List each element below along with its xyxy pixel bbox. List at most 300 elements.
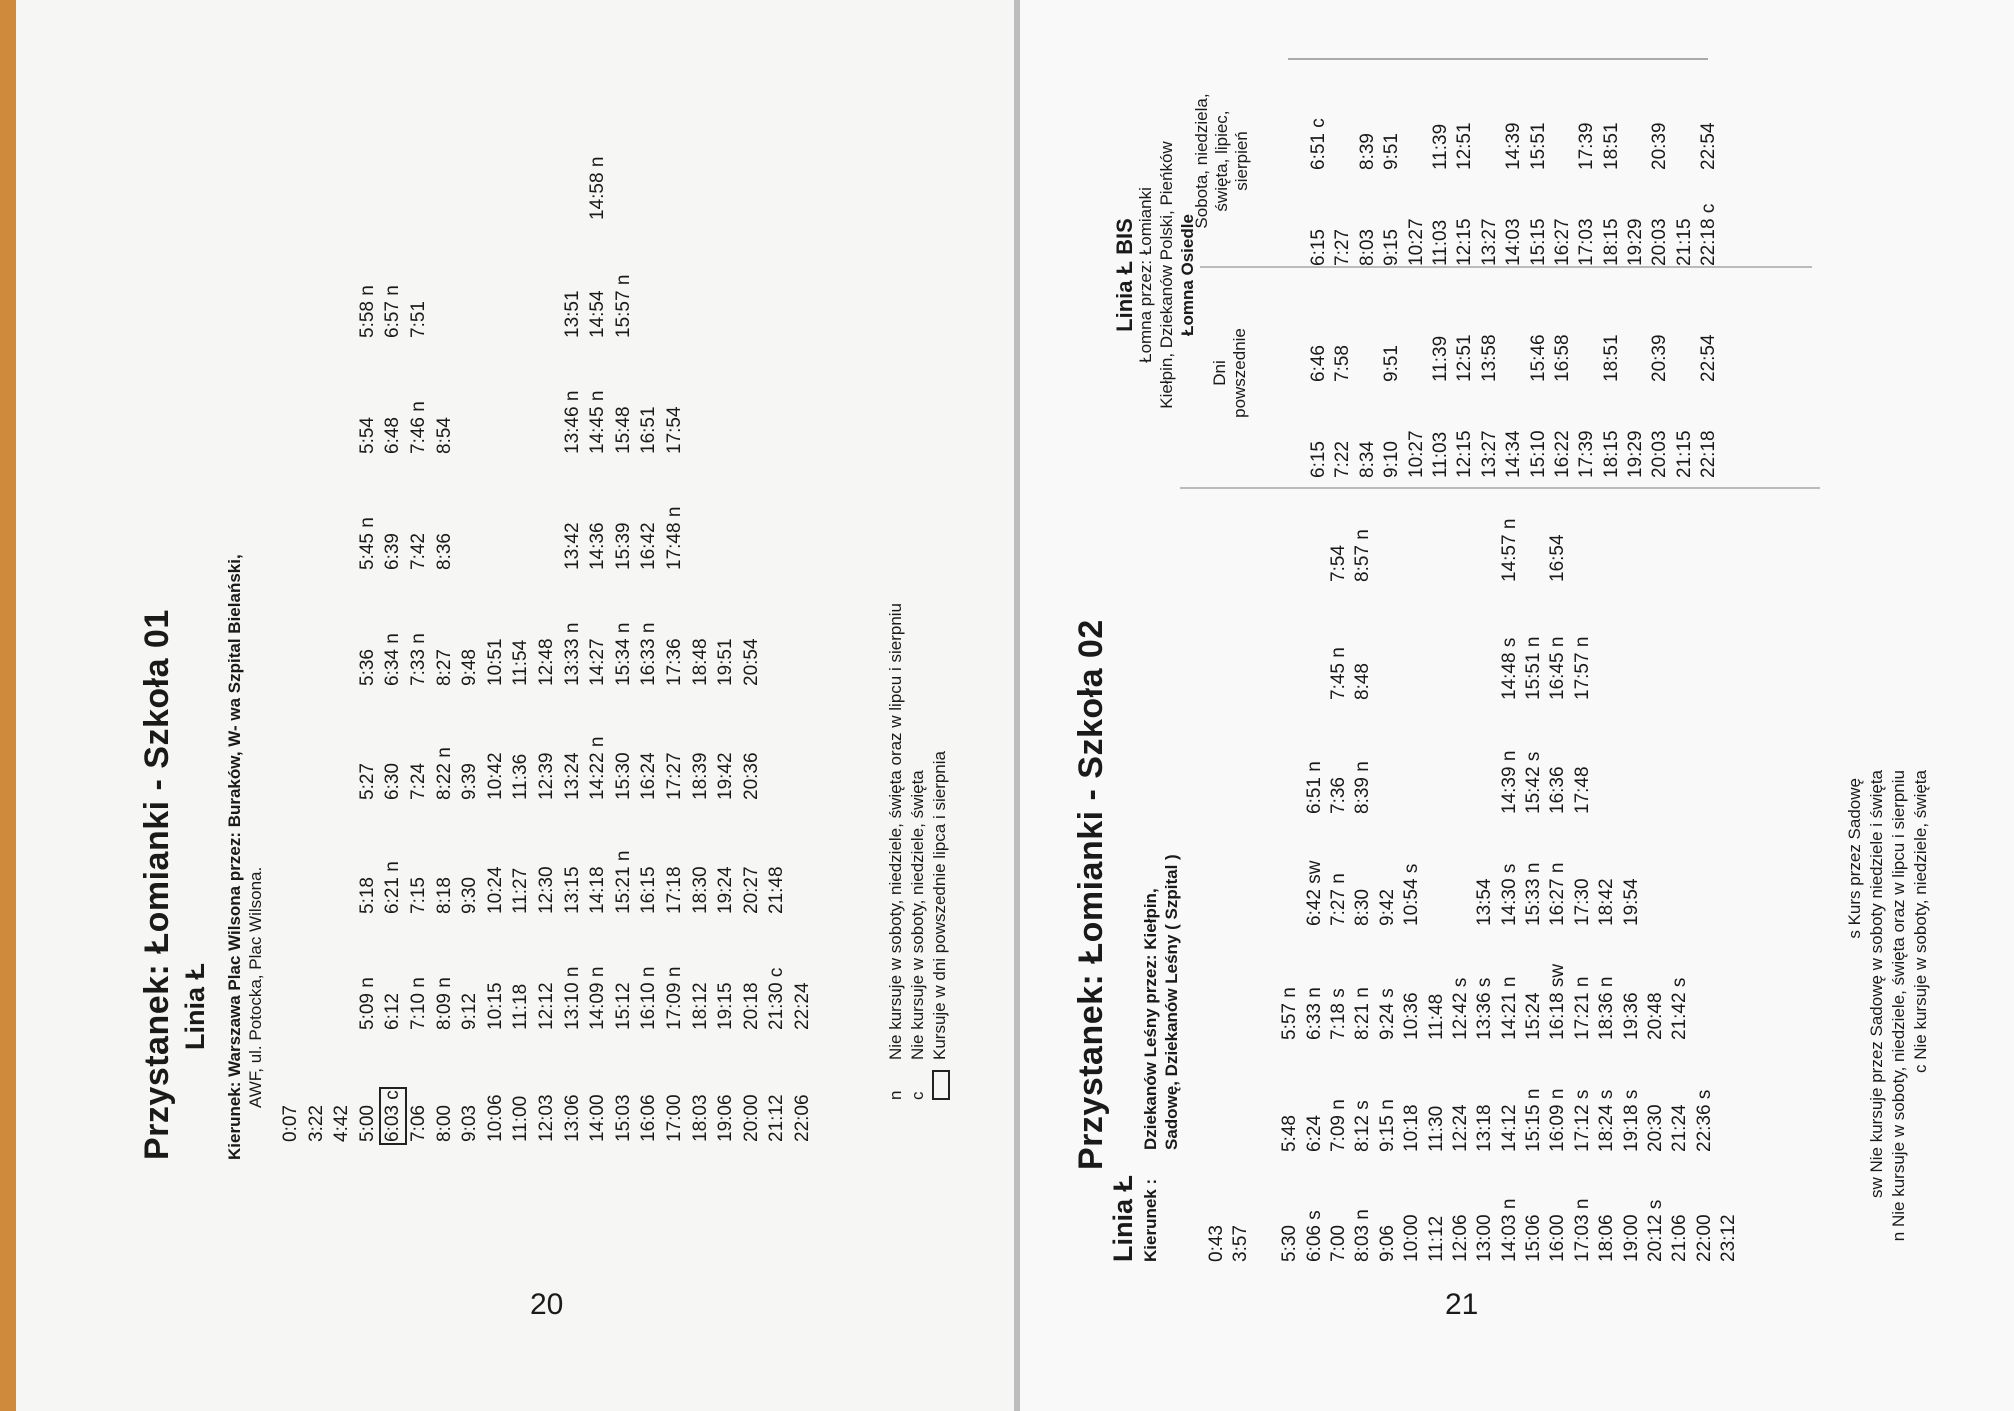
time-cell: 6:21 n [382,861,404,914]
time-cell: 17:39 [1576,430,1598,478]
table-row [1552,58,1576,478]
page-number: 20 [530,1288,564,1321]
time-cell: 18:30 [689,866,711,914]
time-cell: 8:30 [1352,889,1374,926]
table-row [357,182,383,1142]
time-cell: 16:42 [638,522,660,570]
table-row [1357,58,1381,478]
time-cell: 15:15 [1527,218,1549,266]
direction-text-right: Kierunek : Dziekanów Leśny przez: Kiełpin, Sadowę, Dziekanów Leśny ( Szpital ) [1141,854,1181,1262]
time-cell: 10:06 [484,1094,506,1142]
time-cell: 10:51 [484,638,506,686]
time-cell: 16:54 [1547,534,1569,582]
time-cell: 8:27 [433,649,455,686]
page-title-right: Przystanek: Łomianki - Szkoła 02 [1072,619,1110,1170]
time-cell: 20:00 [740,1094,762,1142]
table-row [1576,58,1600,478]
table-row [510,182,536,1142]
time-cell: 14:36 [587,522,609,570]
time-cell: 8:03 [1356,229,1378,266]
time-cell: 14:48 s [1498,637,1520,700]
time-cell: 7:33 n [407,633,429,686]
legend-item [886,400,908,1100]
time-cell: 6:34 n [382,633,404,686]
time-cell: 21:24 [1669,1104,1691,1152]
page-title: Przystanek: Łomianki - Szkoła 01 [138,609,176,1160]
time-cell: 18:51 [1600,122,1622,170]
time-cell: 19:29 [1625,430,1647,478]
time-cell: 20:03 [1649,430,1671,478]
time-cell: 22:24 [791,982,813,1030]
time-cell: 19:24 [715,866,737,914]
time-cell: 21:30 c [766,967,788,1030]
time-cell: 15:51 [1527,122,1549,170]
time-cell: 14:27 [587,638,609,686]
time-cell: 11:27 [510,867,532,914]
time-cell: 20:03 [1649,218,1671,266]
time-cell: 13:27 [1478,218,1500,266]
time-cell: 18:24 s [1596,1089,1618,1152]
time-cell: 5:54 [356,417,378,454]
time-cell: 13:58 [1478,334,1500,382]
time-cell: 20:39 [1649,334,1671,382]
time-cell: 10:36 [1401,992,1423,1040]
legend-key: c [908,1091,927,1100]
time-cell: 11:30 [1425,1105,1447,1152]
table-row [690,182,716,1142]
time-cell: 5:27 [356,763,378,800]
time-cell: 7:51 [407,301,429,338]
bis-bottom-rule [1180,487,1820,489]
time-cell: 13:42 [561,522,583,570]
time-cell: 9:24 s [1376,988,1398,1040]
time-cell: 15:46 [1527,334,1549,382]
time-cell: 6:51 c [1308,118,1329,170]
legend-box [932,1070,950,1100]
time-cell: 15:48 [612,406,634,454]
time-cell: 14:09 n [587,966,609,1030]
time-cell: 6:42 sw [1303,860,1325,926]
time-cell: 9:15 n [1376,1099,1398,1152]
time-cell: 6:39 [382,533,404,570]
time-cell: 10:15 [484,982,506,1030]
time-cell: 8:09 n [433,977,455,1030]
table-row [1503,58,1527,478]
page-left [16,0,1014,1411]
table-row [1332,58,1356,478]
time-cell: 5:45 n [356,517,378,570]
time-cell: 11:36 [510,753,532,800]
time-cell: 16:51 [638,406,660,454]
table-row [562,182,588,1142]
time-cell: 17:18 [663,866,685,914]
time-cell: 5:48 [1279,1115,1301,1152]
table-row [1625,58,1649,478]
time-cell: 17:03 [1576,218,1598,266]
time-cell: 16:24 [638,752,660,800]
legend-text: Kursuje w dni powszednie lipca i sierpnia [930,751,949,1060]
time-cell: 22:54 [1698,334,1720,382]
time-cell: 9:30 [459,877,481,914]
legend [886,400,952,1100]
time-cell: 12:48 [535,638,557,686]
time-cell: 5:18 [356,877,378,914]
time-cell: 12:42 s [1449,977,1471,1040]
book-spine-edge [0,0,16,1411]
time-cell: 18:42 [1596,878,1618,926]
time-cell: 8:39 n [1352,761,1374,814]
time-cell: 11:03 [1429,431,1451,478]
time-cell: 9:39 [459,763,481,800]
time-cell: 17:48 [1571,766,1593,814]
table-row [434,182,460,1142]
time-cell: 5:36 [356,649,378,686]
table-row [408,182,434,1142]
time-cell: 9:12 [459,993,481,1030]
time-cell: 5:09 n [356,977,378,1030]
time-cell: 13:33 n [561,622,583,686]
time-cell: 20:30 [1645,1104,1667,1152]
time-cell: 6:06 s [1303,1210,1325,1262]
time-cell: 13:54 [1474,878,1496,926]
legend-item [930,400,952,1100]
time-cell: 6:33 n [1303,987,1325,1040]
page-right [1020,0,2014,1411]
time-cell: 15:03 [612,1094,634,1142]
table-row [715,182,741,1142]
time-cell: 14:22 n [587,736,609,800]
time-cell: 12:03 [535,1094,557,1142]
time-cell: 21:12 [766,1094,788,1142]
bis-timetable [1308,58,1723,478]
time-cell: 22:00 [1693,1214,1715,1262]
table-row [306,182,332,1142]
time-cell: 9:03 [459,1105,481,1142]
time-cell: 11:48 [1425,993,1447,1040]
time-cell: 3:57 [1230,1225,1252,1262]
time-cell: 22:36 s [1693,1089,1715,1152]
time-cell: 7:46 n [407,401,429,454]
time-cell: 16:58 [1551,334,1573,382]
time-cell: 12:15 [1454,430,1476,478]
time-cell: 15:21 n [612,850,634,914]
time-cell: 17:12 s [1571,1089,1593,1152]
time-cell: 9:10 [1381,441,1403,478]
time-cell: 7:00 [1327,1225,1349,1262]
time-cell: 17:48 n [663,506,685,570]
time-cell: 21:42 s [1669,977,1691,1040]
time-cell: 12:30 [535,866,557,914]
table-row [613,182,639,1142]
time-cell: 20:18 [740,982,762,1030]
time-cell: 13:00 [1474,1214,1496,1262]
time-cell: 22:18 [1698,430,1720,478]
legend-key: n [886,1090,905,1100]
time-cell: 13:06 [561,1094,583,1142]
notes [1844,770,1932,1370]
time-cell: 17:03 n [1571,1198,1593,1262]
table-row [1528,58,1552,478]
time-cell: 6:15 [1308,229,1329,266]
time-cell: 6:03 c [382,1090,404,1142]
time-cell: 21:15 [1673,430,1695,478]
time-cell: 7:10 n [407,977,429,1030]
time-cell: 15:42 s [1523,751,1545,814]
time-cell: 13:15 [561,866,583,914]
time-cell: 17:39 [1576,122,1598,170]
bis-column-headers: Dni powszednie Sobota, niedziela, święta, lipiec, sierpień [1192,93,1251,418]
time-cell: 16:45 n [1547,636,1569,700]
time-cell: 19:29 [1625,218,1647,266]
time-cell: 11:18 [510,983,532,1030]
time-cell: 8:21 n [1352,987,1374,1040]
time-cell: 9:48 [459,649,481,686]
time-cell: 12:51 [1454,334,1476,382]
table-row [1381,58,1405,478]
time-cell: 13:18 [1474,1104,1496,1152]
time-cell: 13:24 [561,752,583,800]
time-cell: 5:00 [356,1105,378,1142]
table-row [331,182,357,1142]
time-cell: 10:27 [1405,218,1427,266]
time-cell: 8:36 [433,533,455,570]
time-cell: 11:39 [1429,123,1451,170]
table-row [766,182,792,1142]
table-row [459,182,485,1142]
time-cell: 7:42 [407,533,429,570]
time-cell: 12:15 [1454,218,1476,266]
time-cell: 12:12 [535,982,557,1030]
time-cell: 14:03 n [1498,1198,1520,1262]
time-cell: 11:54 [510,639,532,686]
time-cell: 0:43 [1206,1225,1227,1262]
time-cell: 22:18 c [1698,203,1720,266]
timetable-left [280,156,817,1142]
time-cell: 7:15 [407,877,429,914]
time-cell: 6:51 n [1303,761,1325,814]
table-row [638,182,664,1142]
time-cell: 16:27 n [1547,862,1569,926]
time-cell: 8:22 n [433,747,455,800]
time-cell: 15:06 [1523,1214,1545,1262]
time-cell: 8:03 n [1352,1209,1374,1262]
time-cell: 19:54 [1620,878,1642,926]
time-cell: 16:22 [1551,430,1573,478]
time-cell: 16:06 [638,1094,660,1142]
time-cell: 12:24 [1449,1104,1471,1152]
time-cell: 7:54 [1327,545,1349,582]
bis-separator-line [1288,58,1708,60]
time-cell: 10:42 [484,752,506,800]
time-cell: 14:39 n [1498,750,1520,814]
table-row [1601,58,1625,478]
time-cell: 18:15 [1600,430,1622,478]
time-cell: 7:24 [407,763,429,800]
time-cell: 10:00 [1401,1214,1423,1262]
page-number-right: 21 [1445,1288,1479,1321]
table-row [485,182,511,1142]
time-cell: 16:36 [1547,766,1569,814]
time-cell: 18:06 [1596,1214,1618,1262]
time-cell: 10:24 [484,866,506,914]
time-cell: 10:27 [1405,430,1427,478]
time-cell: 11:39 [1429,335,1451,382]
time-cell: 9:42 [1376,889,1398,926]
time-cell: 17:36 [663,638,685,686]
time-cell: 15:57 n [612,274,634,338]
time-cell: 10:54 s [1401,863,1423,926]
time-cell: 0:07 [280,1105,301,1142]
time-cell: 12:51 [1454,122,1476,170]
time-cell: 16:00 [1547,1214,1569,1262]
table-row [1454,58,1478,478]
time-cell: 13:10 n [561,966,583,1030]
time-cell: 20:27 [740,866,762,914]
table-row [1674,58,1698,478]
table-row [280,182,306,1142]
time-cell: 13:46 n [561,390,583,454]
line-name-right: Linia Ł [1108,1175,1138,1262]
direction-text: Kierunek: Warszawa Plac Wilsona przez: Buraków, W- wa Szpital Bielański, AWF, ul. Potocka, Plac Wilsona. [225,554,265,1160]
time-cell: 21:48 [766,866,788,914]
legend-text: Nie kursuje w soboty, niedziele, święta [908,770,927,1060]
time-cell: 23:12 [1718,1214,1740,1262]
table-row [792,182,818,1142]
table-row [1430,58,1454,478]
time-cell: 14:54 [587,290,609,338]
time-cell: 4:42 [331,1105,353,1142]
time-cell: 16:15 [638,866,660,914]
time-cell: 12:39 [535,752,557,800]
time-cell: 20:36 [740,752,762,800]
time-cell: 12:06 [1449,1214,1471,1262]
time-cell: 17:27 [663,752,685,800]
time-cell: 13:36 s [1474,977,1496,1040]
table-row [536,182,562,1142]
time-cell: 18:15 [1600,218,1622,266]
time-cell: 8:54 [433,417,455,454]
time-cell: 7:22 [1332,441,1354,478]
time-cell: 15:39 [612,522,634,570]
time-cell: 20:48 [1645,992,1667,1040]
time-cell: 18:36 n [1596,976,1618,1040]
time-cell: 17:00 [663,1094,685,1142]
time-cell: 8:34 [1356,441,1378,478]
time-cell: 18:12 [689,982,711,1030]
time-cell: 22:06 [791,1094,813,1142]
table-row [741,182,767,1142]
time-cell: 11:12 [1425,1215,1447,1262]
table-row [1649,58,1673,478]
time-cell: 15:30 [612,752,634,800]
time-cell: 7:27 n [1327,873,1349,926]
time-cell: 7:45 n [1327,647,1349,700]
time-cell: 17:30 [1571,878,1593,926]
time-cell: 7:58 [1332,345,1354,382]
time-cell: 13:51 [561,290,583,338]
time-cell: 19:51 [715,638,737,686]
time-cell: 16:10 n [638,966,660,1030]
time-cell: 7:09 n [1327,1099,1349,1152]
time-cell: 19:00 [1620,1214,1642,1262]
time-cell: 14:39 [1503,122,1525,170]
note-line: s Kurs przez Sadowę [1845,778,1864,939]
time-cell: 16:18 sw [1547,963,1569,1040]
time-cell: 10:18 [1401,1104,1423,1152]
time-cell: 15:24 [1523,992,1545,1040]
time-cell: 14:57 n [1498,518,1520,582]
time-cell: 14:58 n [587,156,609,220]
time-cell: 15:10 [1527,430,1549,478]
time-cell: 9:15 [1381,229,1403,266]
time-cell: 20:39 [1649,122,1671,170]
time-cell: 5:58 n [356,285,378,338]
time-cell: 18:48 [689,638,711,686]
time-cell: 17:57 n [1571,636,1593,700]
time-cell: 8:39 [1356,133,1378,170]
table-row [664,182,690,1142]
time-cell: 3:22 [305,1105,327,1142]
bis-column-divider [1200,266,1812,268]
time-cell: 11:00 [510,1095,532,1142]
table-row [1698,58,1722,478]
time-cell: 6:30 [382,763,404,800]
time-cell: 14:18 [587,866,609,914]
time-cell: 15:12 [612,982,634,1030]
time-cell: 17:09 n [663,966,685,1030]
time-cell: 13:27 [1478,430,1500,478]
time-cell: 14:21 n [1498,976,1520,1040]
time-cell: 6:15 [1308,441,1329,478]
time-cell: 19:15 [715,982,737,1030]
time-cell: 9:06 [1376,1225,1398,1262]
time-cell: 8:00 [433,1105,455,1142]
time-cell: 7:36 [1327,777,1349,814]
time-cell: 15:34 n [612,622,634,686]
time-cell: 7:27 [1332,229,1354,266]
time-cell: 16:33 n [638,622,660,686]
time-cell: 18:39 [689,752,711,800]
table-row [587,156,613,1142]
time-cell: 9:51 [1381,345,1403,382]
line-name: Linia Ł [180,963,210,1050]
time-cell: 9:51 [1381,133,1403,170]
time-cell: 18:51 [1600,334,1622,382]
time-cell: 22:54 [1698,122,1720,170]
time-cell: 8:57 n [1352,529,1374,582]
table-row [1479,58,1503,478]
time-cell: 17:54 [663,406,685,454]
time-cell: 21:06 [1669,1214,1691,1262]
time-cell: 19:18 s [1620,1089,1642,1152]
legend-item [908,400,930,1100]
time-cell: 21:15 [1673,218,1695,266]
legend-text: Nie kursuje w soboty, niedziele, święta oraz w lipcu i sierpniu [886,603,905,1060]
time-cell: 20:54 [740,638,762,686]
table-row [1406,58,1430,478]
time-cell: 18:03 [689,1094,711,1142]
note-line: sw Nie kursuje przez Sadowę w soboty niedziele i święta [1867,770,1886,1199]
time-cell: 6:48 [382,417,404,454]
note-line: n Nie kursuje w soboty, niedziele, święta oraz w lipcu i sierpniu [1889,770,1908,1242]
time-cell: 8:12 s [1352,1100,1374,1152]
bis-header: Linia Ł BIS Łomna przez: Łomianki Kiełpin, Dziekanów Polski, Pieńków Łomna Osiedle [1112,141,1197,409]
time-cell: 14:03 [1503,218,1525,266]
time-cell: 15:15 n [1523,1088,1545,1152]
table-row [1308,58,1332,478]
time-cell: 11:03 [1429,219,1451,266]
time-cell: 8:18 [433,877,455,914]
